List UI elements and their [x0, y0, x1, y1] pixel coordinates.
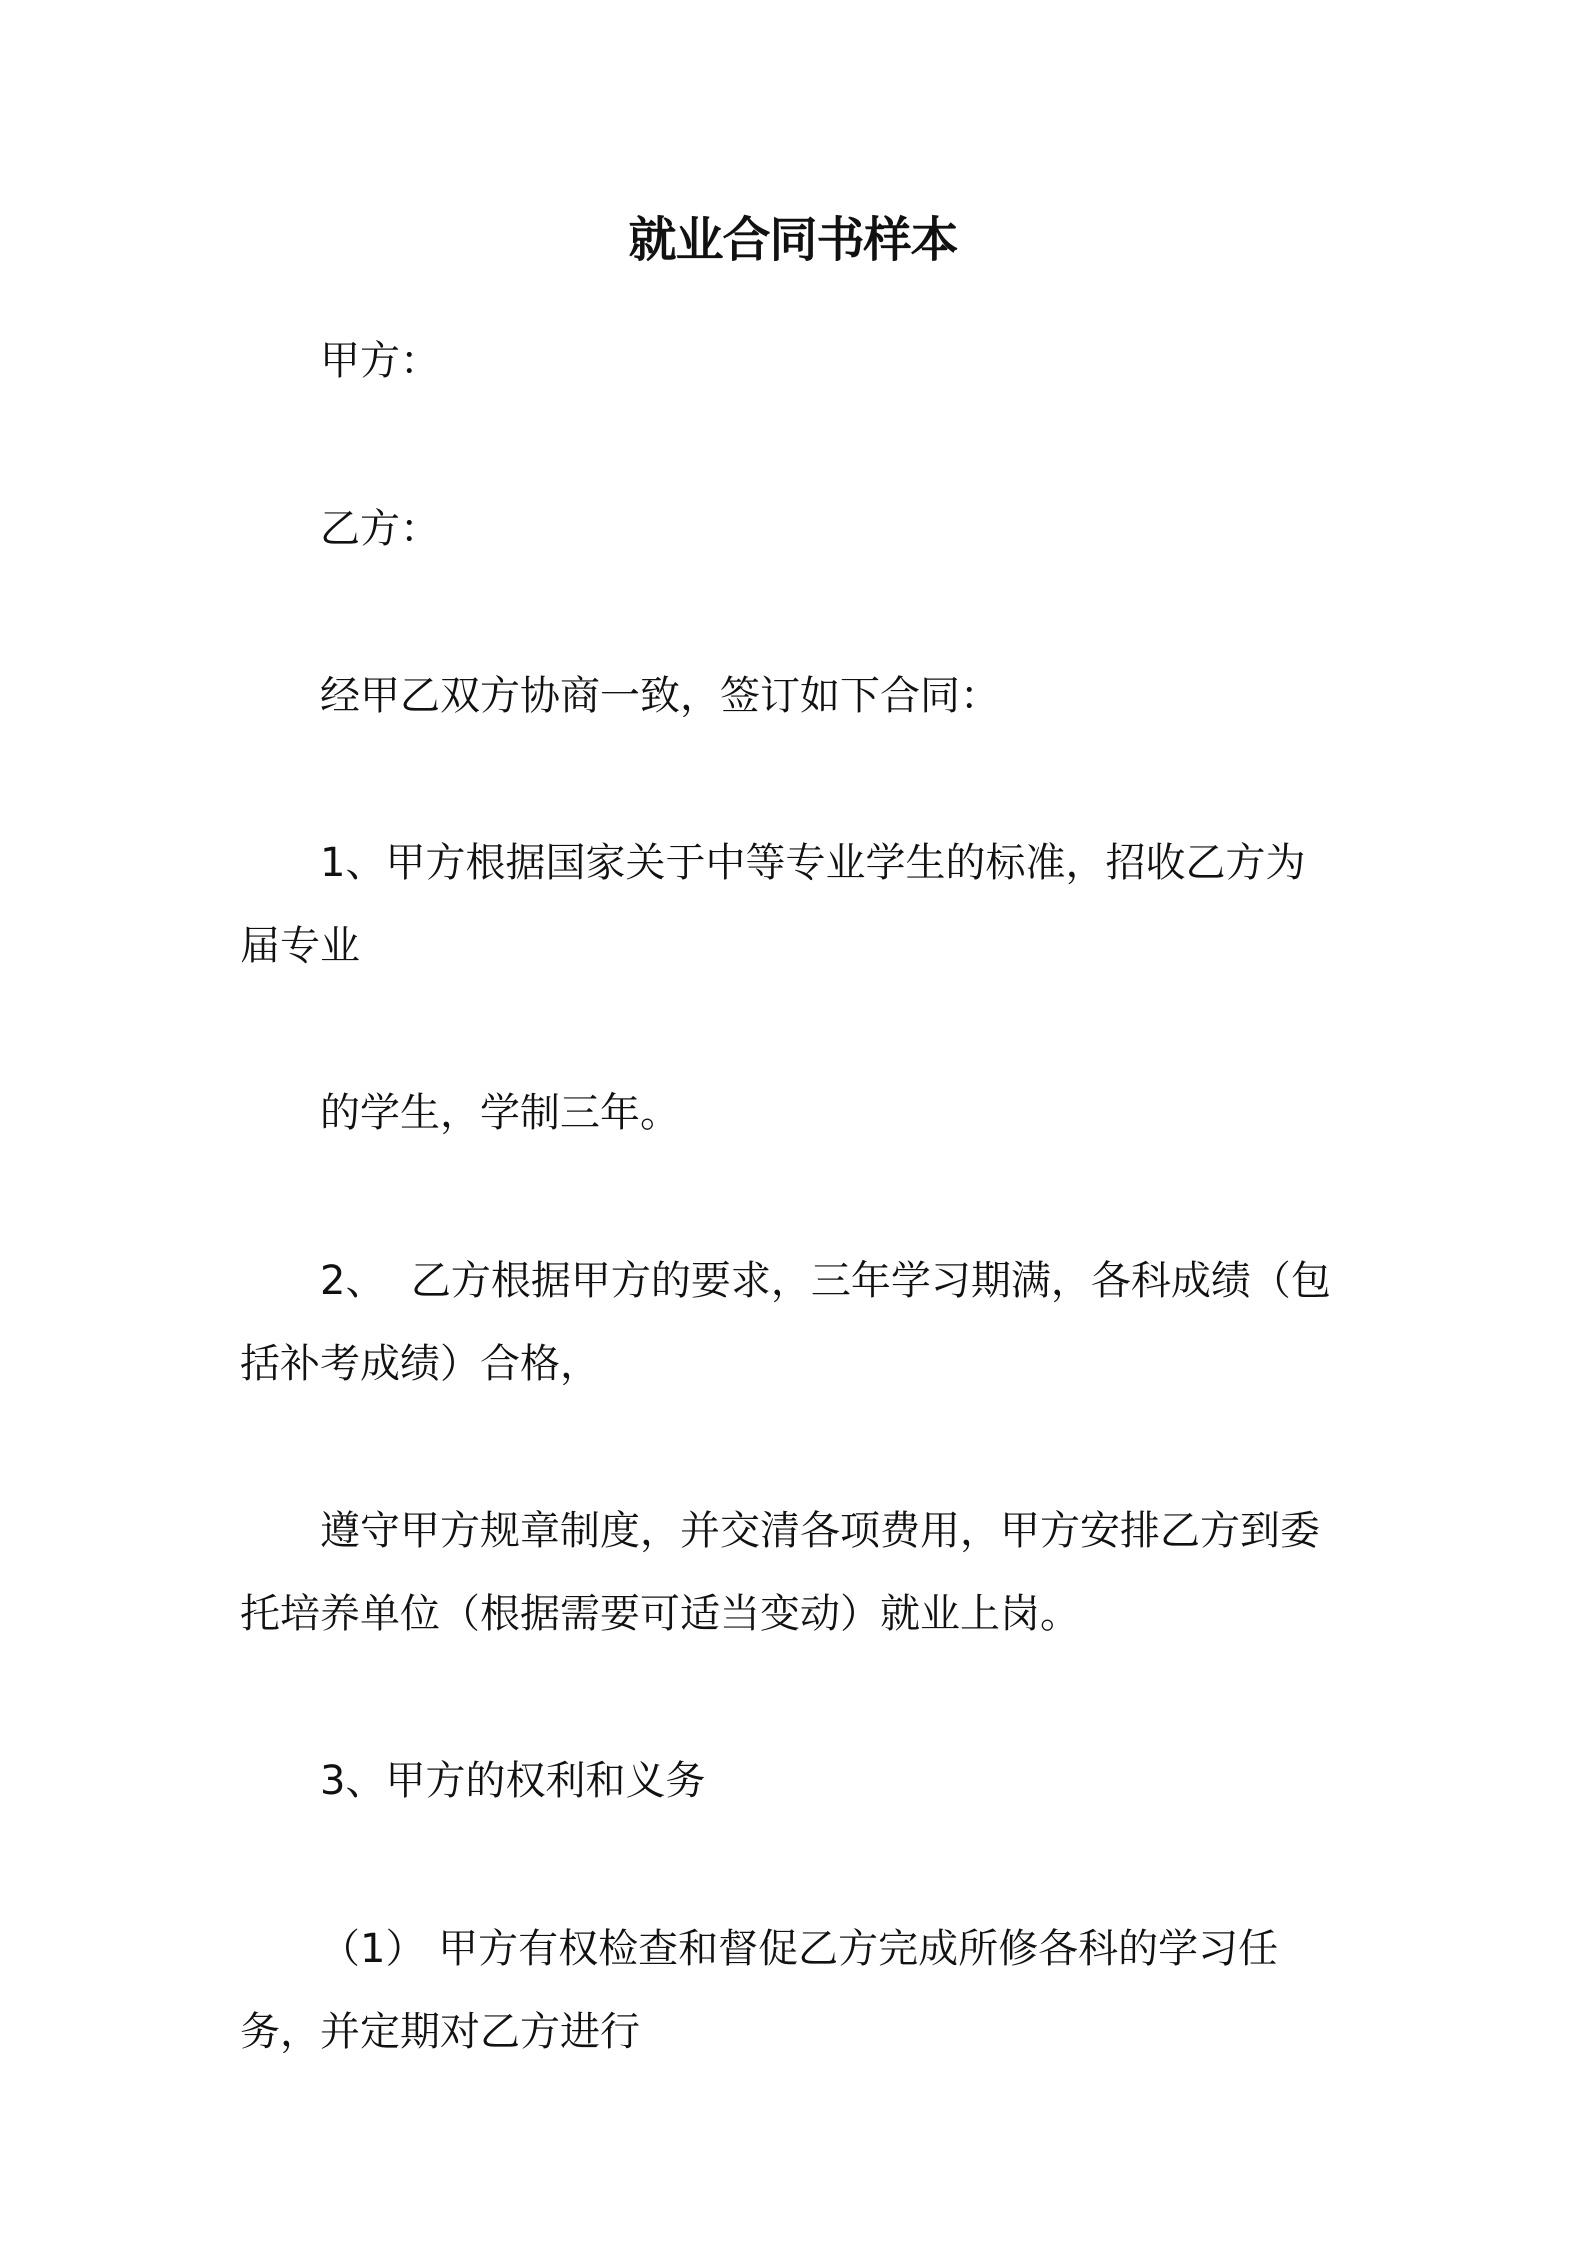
- clause-1-continued: 的学生，学制三年。: [320, 1090, 680, 1136]
- document-title: 就业合同书样本: [628, 212, 958, 268]
- clause-3-item-1: （1） 甲方有权检查和督促乙方完成所修各科的学习任务，并定期对乙方进行: [240, 1926, 1279, 2055]
- clause-3-heading: 3、甲方的权利和义务: [320, 1758, 706, 1804]
- clause-2: 2、 乙方根据甲方的要求，三年学习期满，各科成绩（包括补考成绩）合格，: [240, 1258, 1331, 1387]
- party-a-line: 甲方：: [320, 338, 440, 384]
- clause-2-continued: 遵守甲方规章制度，并交清各项费用，甲方安排乙方到委托培养单位（根据需要可适当变动）就业上岗。: [240, 1508, 1320, 1637]
- clause-1: 1、甲方根据国家关于中等专业学生的标准，招收乙方为 届专业: [240, 840, 1331, 969]
- agreement-intro: 经甲乙双方协商一致，签订如下合同：: [320, 673, 1000, 719]
- party-b-line: 乙方：: [320, 506, 440, 552]
